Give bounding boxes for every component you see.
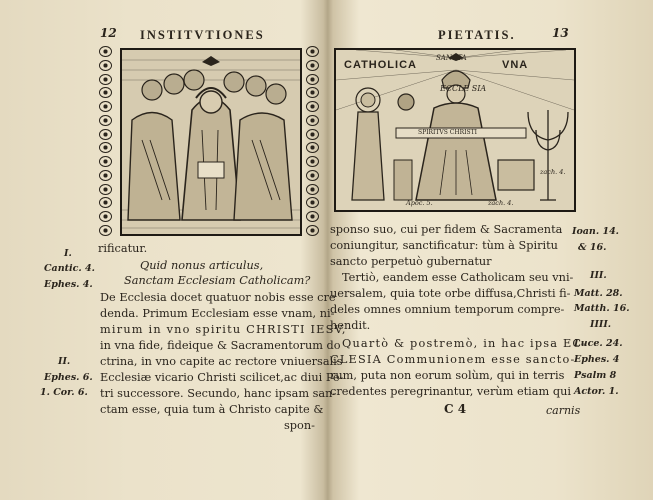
pentecost-woodcut: [120, 48, 302, 236]
right-margin-note-3: III.: [590, 270, 607, 281]
right-text-line-7: Quartò & postremò, in hac ipsa EC-: [342, 337, 588, 350]
margin-note-1: I.: [64, 248, 72, 259]
church-woodcut: [334, 48, 576, 212]
right-text-line-1: coniungitur, sanctificatur: tùm à Spiritu: [330, 239, 558, 252]
right-margin-note-2: & 16.: [578, 242, 607, 253]
right-page: [328, 0, 653, 500]
text-line-1: De Ecclesia docet quatuor nobis esse cre: [100, 291, 336, 304]
right-margin-note-4: Matt. 28.: [574, 288, 623, 299]
right-margin-note-10: Actor. 1.: [574, 386, 619, 397]
right-text-line-4: uersalem, quia tote orbe diffusa,Christi fi-: [330, 287, 571, 300]
right-text-line-9: rum, puta non eorum solùm, qui in terris: [330, 369, 565, 382]
right-folio: 13: [552, 26, 569, 40]
margin-note-4: II.: [58, 356, 71, 367]
text-line-2: denda. Primum Ecclesiam esse vnam, ni-: [100, 307, 335, 320]
pentecost-illustration: [122, 50, 300, 234]
text-line-4: in vna fide, fideique & Sacramentorum do: [100, 339, 341, 352]
margin-note-5: Ephes. 6.: [44, 372, 93, 383]
catchword: carnis: [546, 404, 581, 417]
text-line-7: tri successore. Secundo, hanc ipsam san-: [100, 387, 337, 400]
woodcut-label-zach-side: zach. 4.: [540, 168, 566, 176]
woodcut-label-sancta: SANCTA: [436, 54, 467, 62]
left-folio: 12: [100, 26, 117, 40]
right-text-line-8: CLESIA Communionem esse sancto-: [330, 353, 576, 366]
right-margin-note-6: IIII.: [590, 319, 612, 330]
right-text-line-10: credentes peregrinantur, verùm etiam qui: [330, 385, 571, 398]
woodcut-label-zach-bottom: zach. 4.: [488, 199, 514, 207]
woodcut-label-ecclesia: ECCLE SIA: [440, 84, 487, 93]
margin-note-2: Cantic. 4.: [44, 263, 95, 274]
right-margin-note-1: Ioan. 14.: [572, 226, 619, 237]
text-line-0: rificatur.: [98, 242, 148, 255]
section-heading-2: Sanctam Ecclesiam Catholicam?: [124, 274, 311, 287]
text-line-9: spon-: [284, 419, 315, 432]
right-text-line-6: hendit.: [330, 319, 371, 332]
right-ornament-border: [305, 46, 319, 236]
right-margin-note-7: Luce. 24.: [574, 338, 623, 349]
text-line-6: Ecclesiæ vicario Christi scilicet,ac diui Pe-: [100, 371, 344, 384]
right-text-line-3: Tertiò, eandem esse Catholicam seu vni-: [342, 271, 574, 284]
woodcut-label-catholica: CATHOLICA: [344, 59, 417, 71]
right-text-line-0: sponso suo, cui per fidem & Sacramenta: [330, 223, 563, 236]
right-margin-note-9: Psalm 8: [574, 370, 617, 381]
woodcut-label-una: VNA: [502, 59, 529, 71]
woodcut-label-spiritus: SPIRITVS CHRISTI: [418, 129, 477, 136]
left-ornament-border: [98, 46, 112, 236]
left-running-head: INSTITVTIONES: [140, 28, 265, 42]
right-margin-note-5: Matth. 16.: [574, 303, 630, 314]
right-text-line-2: sancto perpetuò gubernatur: [330, 255, 492, 268]
woodcut-label-apoc: Apoc. 5.: [406, 199, 433, 207]
margin-note-3: Ephes. 4.: [44, 279, 93, 290]
right-running-head: PIETATIS.: [438, 28, 516, 42]
section-heading-1: Quid nonus articulus,: [140, 259, 264, 272]
signature-mark: C 4: [444, 402, 467, 416]
right-margin-note-8: Ephes. 4: [574, 354, 620, 365]
text-line-3: mirum in vno spiritu CHRISTI IESV,: [100, 323, 347, 336]
text-line-8: ctam esse, quia tum à Christo capite &: [100, 403, 324, 416]
margin-note-6: 1. Cor. 6.: [40, 387, 88, 398]
right-text-line-5: deles omnes omnium temporum compre-: [330, 303, 565, 316]
text-line-5: ctrina, in vno capite ac rectore vniuersalis: [100, 355, 343, 368]
